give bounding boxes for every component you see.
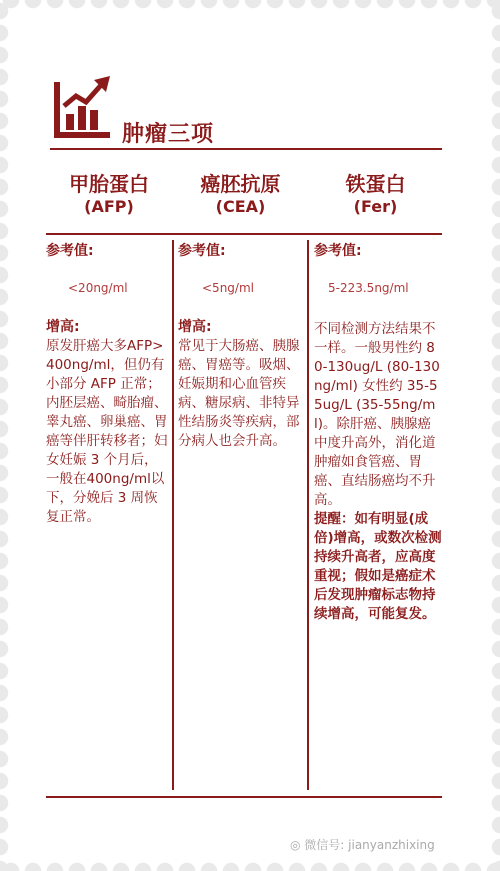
- growth-chart-icon: [52, 76, 114, 140]
- watermark-text: 微信号: jianyanzhixing: [304, 838, 435, 852]
- high-label: 增高:: [46, 319, 80, 335]
- high-text: 不同检测方法结果不一样。一般男性约 80-130ug/L (80-130ng/ml) 女性约 35-55ug/L (35-55ng/ml)。除肝癌、胰腺癌中度升高外，消化道肿瘤如食管癌、胃癌、直结肠癌均不升高。: [314, 321, 440, 508]
- ref-value: 5-223.5ng/ml: [328, 281, 409, 295]
- ref-label: 参考值:: [46, 243, 94, 259]
- bottom-rule: [46, 796, 442, 798]
- column-fer: [314, 242, 442, 624]
- column-cea: [178, 242, 306, 451]
- column-header-fer: [309, 172, 442, 218]
- column-name: 甲胎蛋白: [69, 172, 149, 196]
- high-text: 原发肝癌大多AFP>400ng/ml，但仍有小部分 AFP 正常；内胚层癌、畸胎瘤、睾丸癌、卵巢癌、胃癌等伴肝转移者；妇女妊娠 3 个月后，一般在400ng/ml以下，分娩后 3 周恢复正常。: [46, 338, 168, 525]
- column-divider: [307, 240, 309, 790]
- column-abbr: (CEA): [215, 197, 266, 216]
- title-rule: [50, 148, 442, 150]
- high-text: 常见于大肠癌、胰腺癌、胃癌等。吸烟、妊娠期和心血管疾病、糖尿病、非特异性结肠炎等疾病，部分病人也会升高。: [178, 338, 300, 449]
- ref-label: 参考值:: [178, 243, 226, 259]
- ref-value: <5ng/ml: [202, 281, 254, 295]
- wechat-icon: ◎: [290, 838, 305, 852]
- ref-value: <20ng/ml: [68, 281, 128, 295]
- reminder-note: 提醒：如有明显(成倍)增高，或数次检测持续升高者，应高度重视；假如是癌症术后发现肿瘤标志物持续增高，可能复发。: [314, 511, 442, 622]
- high-label: 增高:: [178, 319, 212, 335]
- watermark: [290, 836, 435, 853]
- ref-label: 参考值:: [314, 243, 362, 259]
- column-header-cea: [174, 172, 307, 218]
- page-title: 肿瘤三项: [122, 122, 215, 147]
- column-name: 癌胚抗原: [200, 172, 281, 196]
- column-name: 铁蛋白: [345, 172, 406, 196]
- header-rule: [46, 233, 442, 235]
- column-abbr: (AFP): [84, 197, 134, 216]
- column-afp: [46, 242, 170, 527]
- column-header-afp: [46, 172, 172, 218]
- column-abbr: (Fer): [353, 197, 398, 216]
- column-divider: [172, 240, 174, 790]
